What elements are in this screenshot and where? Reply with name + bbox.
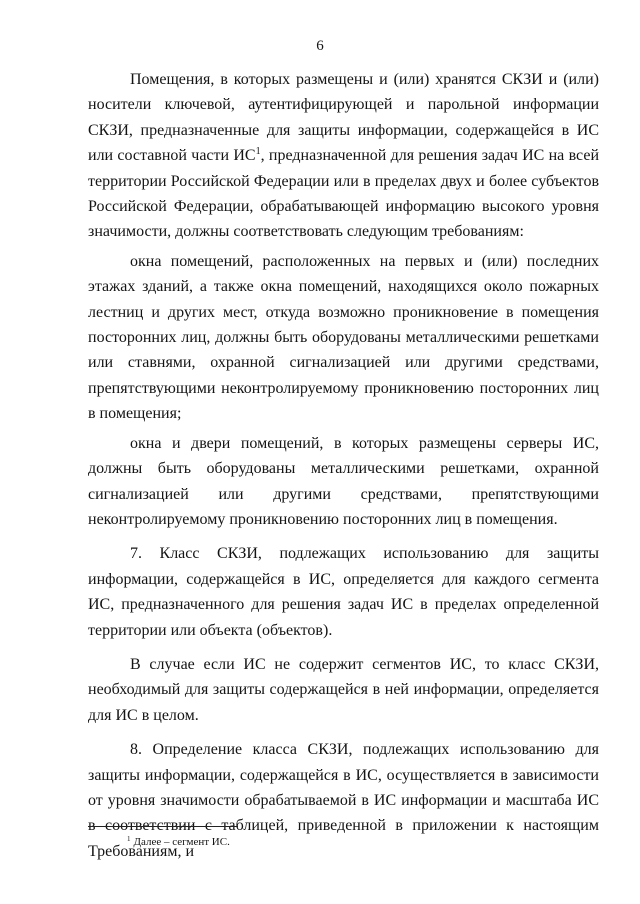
- page-number: 6: [316, 38, 324, 54]
- paragraph-text: , предназначенной для решения задач ИС на всей территории Российской Федерации или в пределах двух и более субъектов Российской Федерации, обрабатывающей информацию высокого уровня значимости, должны соответствовать следующим требованиям:: [88, 147, 599, 241]
- footnote-reference: 1: [255, 146, 261, 158]
- footnote: [127, 835, 230, 849]
- footnote-separator: [88, 826, 238, 827]
- paragraph-text: Помещения, в которых размещены и (или) хранятся СКЗИ и (или) носители ключевой, аутентифицирующей и парольной информации СКЗИ, предназначенные для защиты информации, содержащейся в ИС или составной части ИС: [88, 71, 599, 165]
- footnote-text: Далее – сегмент ИС.: [133, 836, 230, 848]
- paragraph-server-room-windows: окна и двери помещений, в которых размещены серверы ИС, должны быть оборудованы металлическими решетками, охранной сигнализацией или другими средствами, препятствующими неконтролируемому проникновению посторонних лиц в помещения.: [88, 434, 599, 528]
- paragraph-item-7: 7. Класс СКЗИ, подлежащих использованию для защиты информации, содержащейся в ИС, определяется для каждого сегмента ИС, предназначенного для решения задач ИС в пределах определенной территории или объекта (объектов).: [88, 545, 599, 639]
- footnote-mark: 1: [127, 835, 131, 843]
- paragraph-windows-ground-floors: окна помещений, расположенных на первых и (или) последних этажах зданий, а также окна помещений, находящихся около пожарных лестниц и других мест, откуда возможно проникновение в помещения посторонних лиц, должны быть оборудованы металлическими решетками или ставнями, охранной сигнализацией или другими средствами, препятствующими неконтролируемому проникновению посторонних лиц в помещения;: [88, 252, 599, 423]
- paragraph-no-segments: В случае если ИС не содержит сегментов ИС, то класс СКЗИ, необходимый для защиты содержащейся в ней информации, определяется для ИС в целом.: [88, 655, 599, 724]
- paragraph-premises-requirements: [88, 67, 599, 245]
- paragraph-item-8: 8. Определение класса СКЗИ, подлежащих использованию для защиты информации, содержащейся в ИС, осуществляется в зависимости от уровня значимости обрабатываемой в ИС информации и масштаба ИС в соответствии с таблицей, приведенной в приложении к настоящим Требованиям, и: [88, 741, 599, 860]
- document-body: [88, 67, 599, 864]
